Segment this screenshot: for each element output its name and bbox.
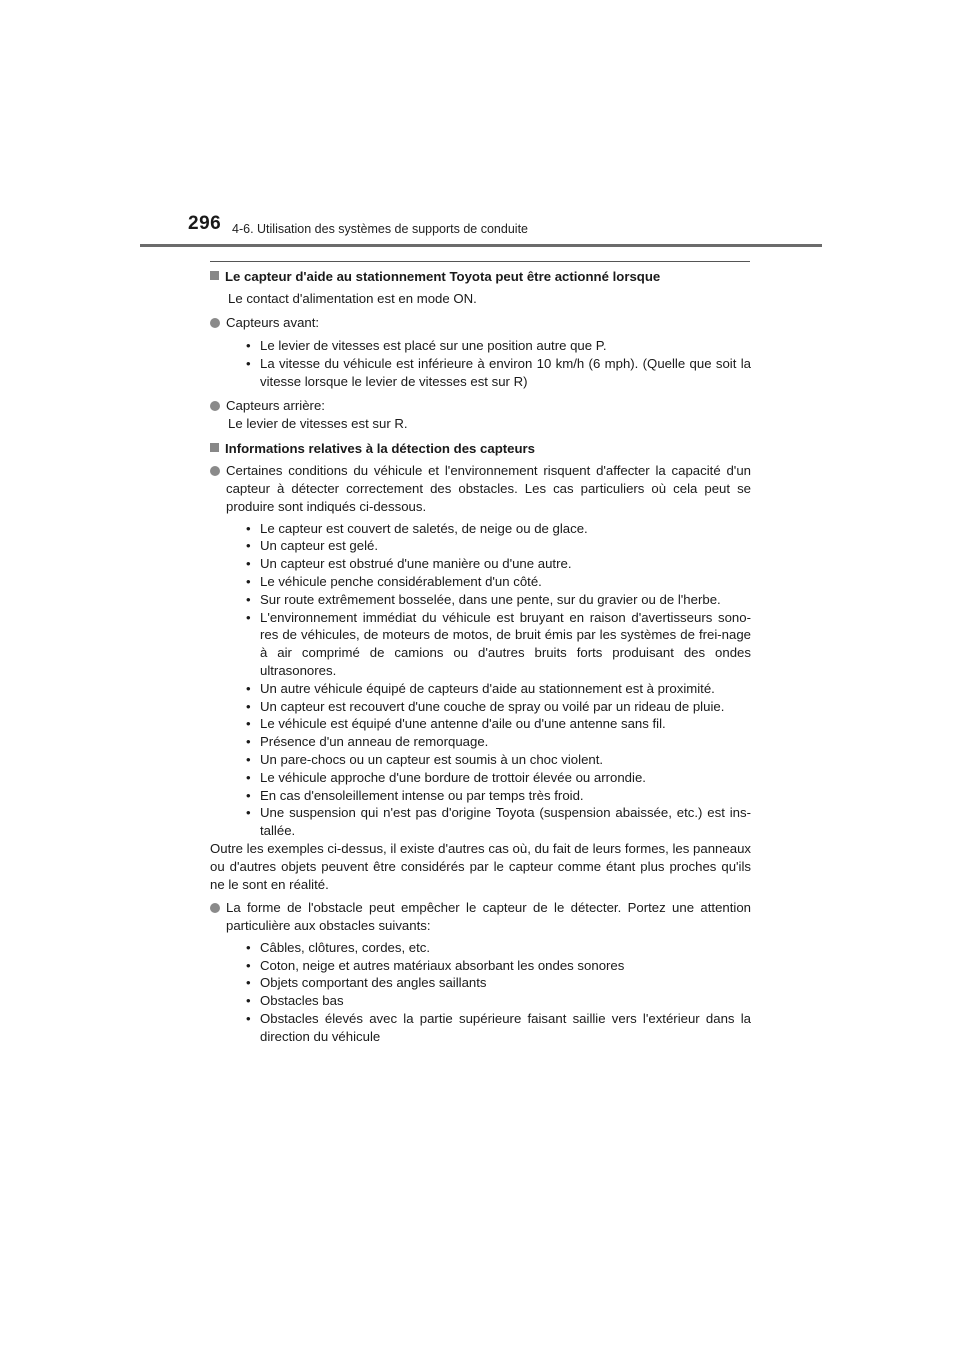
circle-bullet-icon <box>210 401 220 411</box>
circle-bullet-icon <box>210 466 220 476</box>
square-bullet-icon <box>210 271 219 280</box>
list-item: • Coton, neige et autres matériaux absorbant les ondes sonores <box>246 957 751 975</box>
list-item: • Un capteur est recouvert d'une couche de spray ou voilé par un rideau de pluie. <box>246 698 751 716</box>
list-item: • Le véhicule est équipé d'une antenne d'aile ou d'une antenne sans fil. <box>246 715 751 733</box>
list-item: Capteurs arrière: <box>210 397 751 415</box>
list-item: • La vitesse du véhicule est inférieure à environ 10 km/h (6 mph). (Quelle que soit la vitesse lorsque le levier de vitesses est sur R) <box>246 355 751 391</box>
list-item: • Sur route extrêmement bosselée, dans une pente, sur du gravier ou de l'herbe. <box>246 591 751 609</box>
list-item: • Présence d'un anneau de remorquage. <box>246 733 751 751</box>
bullet-list <box>246 939 751 1046</box>
list-item: • Le levier de vitesses est placé sur une position autre que P. <box>246 337 751 355</box>
list-item: • Un capteur est gelé. <box>246 537 751 555</box>
content-body <box>210 268 751 1046</box>
page-number: 296 <box>188 213 222 234</box>
list-item: • Câbles, clôtures, cordes, etc. <box>246 939 751 957</box>
note-paragraph: Outre les exemples ci-dessus, il existe d'autres cas où, du fait de leurs formes, les panneaux ou d'autres objets peuvent être considérés par le capteur comme étant plus proches qu'ils ne le sont en réalité. <box>210 840 751 892</box>
section-header-title: 4-6. Utilisation des systèmes de supports de conduite <box>232 222 528 236</box>
content-rule <box>210 261 750 262</box>
list-item: • Un capteur est obstrué d'une manière ou d'une autre. <box>246 555 751 573</box>
circle-bullet-icon <box>210 318 220 328</box>
bullet-list <box>246 337 751 390</box>
list-item: • Un autre véhicule équipé de capteurs d'aide au stationnement est à proximité. <box>246 680 751 698</box>
list-item: • Objets comportant des angles saillants <box>246 974 751 992</box>
list-item: Certaines conditions du véhicule et l'environnement risquent d'affecter la capacité d'un capteur à détecter correctement des obstacles. Les cas particuliers où cela peut se produire sont indiqués ci-dessous. <box>210 462 751 515</box>
list-item: • En cas d'ensoleillement intense ou par temps très froid. <box>246 787 751 805</box>
list-item: • Obstacles élevés avec la partie supérieure faisant saillie vers l'extérieur dans la direction du véhicule <box>246 1010 751 1046</box>
sub-paragraph: Le levier de vitesses est sur R. <box>228 415 408 431</box>
circle-bullet-icon <box>210 903 220 913</box>
list-item: La forme de l'obstacle peut empêcher le capteur de le détecter. Portez une attention particulière aux obstacles suivants: <box>210 899 751 935</box>
list-item: Capteurs avant: <box>210 314 751 332</box>
header-rule <box>140 244 822 247</box>
list-item: • Le véhicule approche d'une bordure de trottoir élevée ou arrondie. <box>246 769 751 787</box>
list-item: • Un pare-chocs ou un capteur est soumis à un choc violent. <box>246 751 751 769</box>
list-item: • Une suspension qui n'est pas d'origine Toyota (suspension abaissée, etc.) est ins-tallée. <box>246 804 751 840</box>
intro-paragraph: Le contact d'alimentation est en mode ON. <box>228 290 477 306</box>
section-heading: Le capteur d'aide au stationnement Toyota peut être actionné lorsque <box>210 268 751 286</box>
list-item: • Le véhicule penche considérablement d'un côté. <box>246 573 751 591</box>
bullet-list <box>246 520 751 840</box>
list-item: • Le capteur est couvert de saletés, de neige ou de glace. <box>246 520 751 538</box>
section-heading: Informations relatives à la détection des capteurs <box>210 440 751 458</box>
list-item: • L'environnement immédiat du véhicule est bruyant en raison d'avertisseurs sono-res de véhicules, de moteurs de motos, de bruit émis par les systèmes de frei-nage à air comprimé de camions ou d'autres bruits forts produisant des ondes ultrasonores. <box>246 609 751 680</box>
list-item: • Obstacles bas <box>246 992 751 1010</box>
square-bullet-icon <box>210 443 219 452</box>
